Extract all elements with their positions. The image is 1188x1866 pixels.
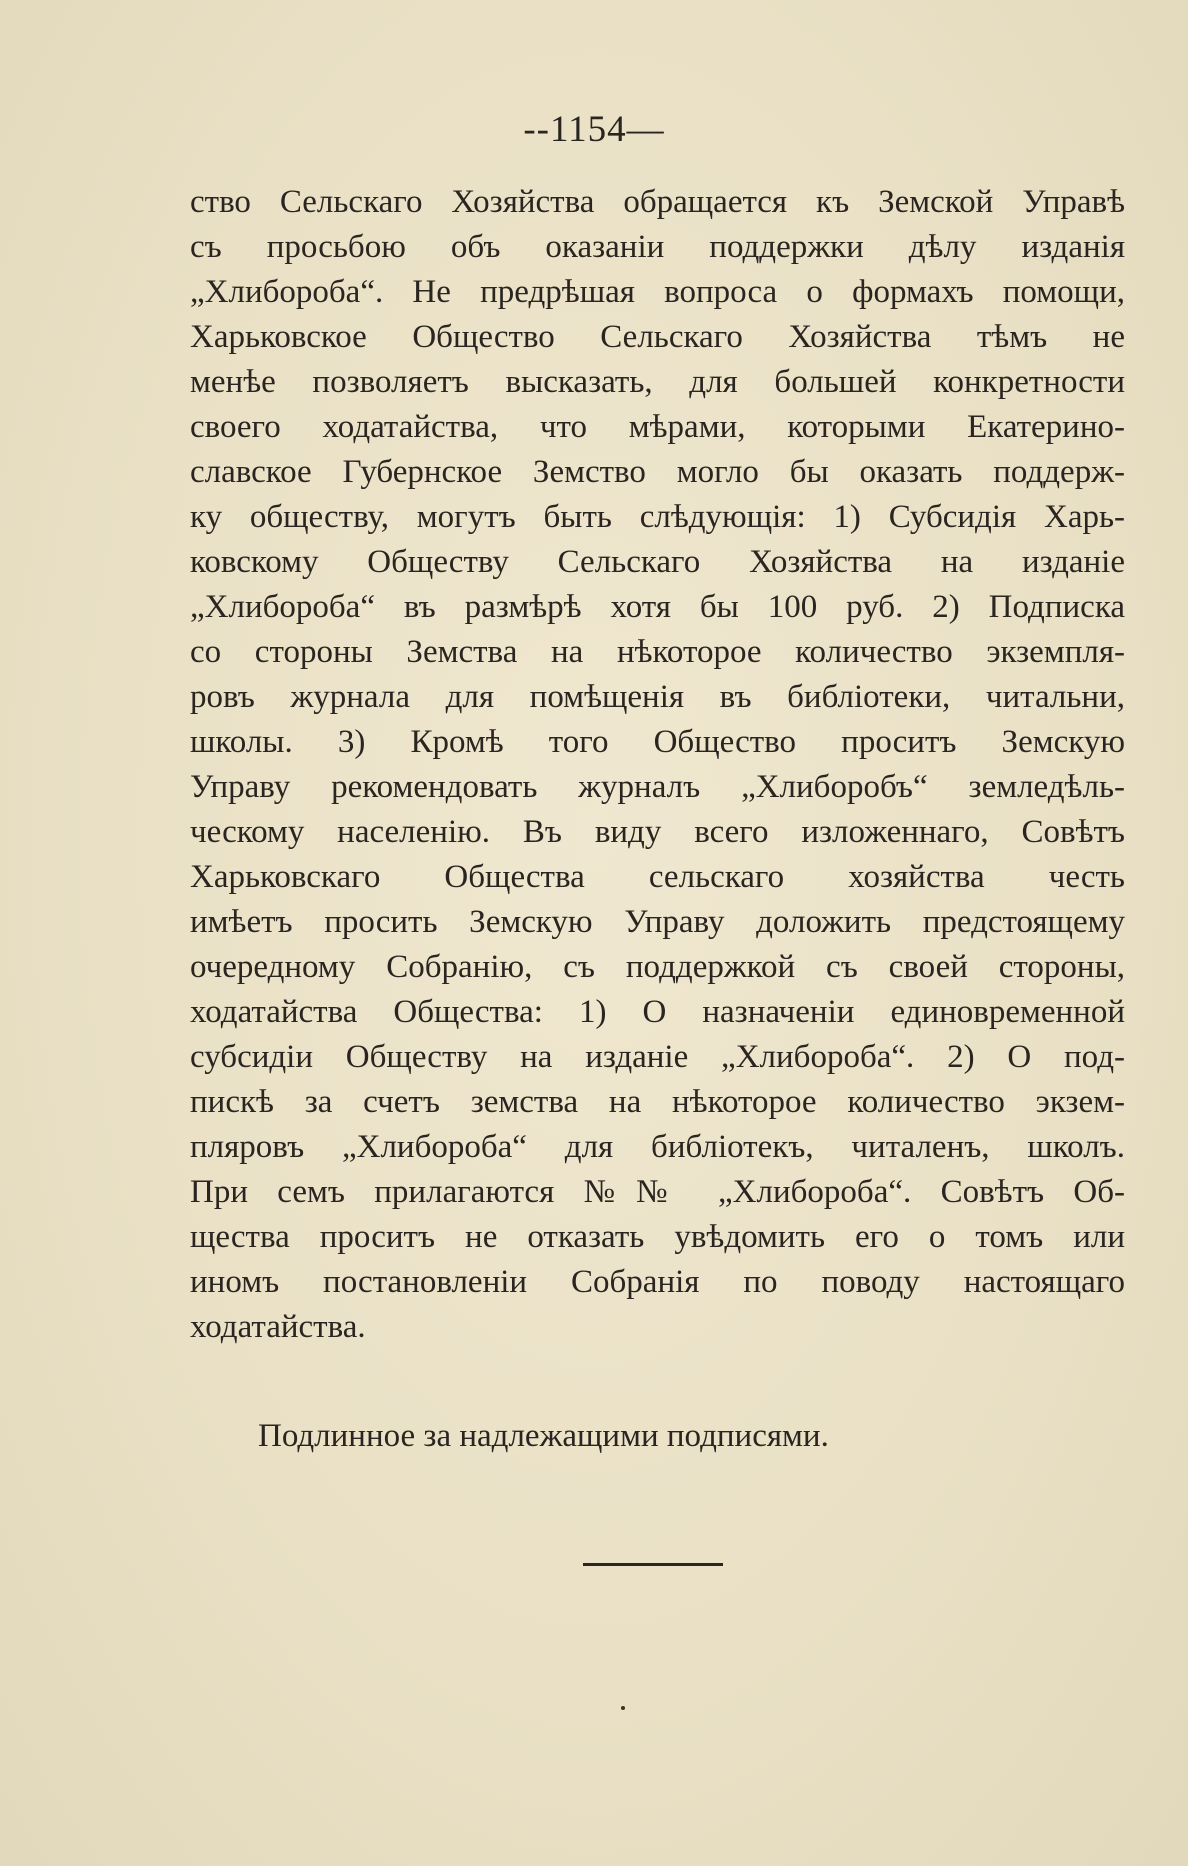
text-line: съ просьбою объ оказаніи поддержки дѣлу изданія bbox=[190, 229, 1125, 265]
text-line: „Хлибороба“. Не предрѣшая вопроса о формахъ помощи, bbox=[190, 274, 1125, 310]
ink-dot bbox=[621, 1706, 625, 1710]
text-line: Харьковскаго Общества сельскаго хозяйства честь bbox=[190, 859, 1125, 895]
text-line: субсидіи Обществу на изданіе „Хлибороба“. 2) О под- bbox=[190, 1039, 1125, 1075]
text-line: менѣе позволяетъ высказать, для большей конкретности bbox=[190, 364, 1125, 400]
text-line: Харьковское Общество Сельскаго Хозяйства тѣмъ не bbox=[190, 319, 1125, 355]
divider-rule bbox=[583, 1563, 723, 1566]
text-line: славское Губернское Земство могло бы оказать поддерж- bbox=[190, 454, 1125, 490]
text-line: ческому населенію. Въ виду всего изложеннаго, Совѣтъ bbox=[190, 814, 1125, 850]
text-line: имѣетъ просить Земскую Управу доложить предстоящему bbox=[190, 904, 1125, 940]
text-line: „Хлибороба“ въ размѣрѣ хотя бы 100 руб. 2) Подписка bbox=[190, 589, 1125, 625]
body-paragraph bbox=[190, 180, 1125, 1350]
text-line: пискѣ за счетъ земства на нѣкоторое количество экзем- bbox=[190, 1084, 1125, 1120]
text-line: ходатайства Общества: 1) О назначеніи единовременной bbox=[190, 994, 1125, 1030]
text-line: При семъ прилагаются №№ „Хлибороба“. Совѣтъ Об- bbox=[190, 1174, 1125, 1210]
text-line: щества проситъ не отказать увѣдомить его о томъ или bbox=[190, 1219, 1125, 1255]
text-line: школы. 3) Кромѣ того Общество проситъ Земскую bbox=[190, 724, 1125, 760]
text-line: Управу рекомендовать журналъ „Хлиборобъ“ земледѣль- bbox=[190, 769, 1125, 805]
text-line: ку обществу, могутъ быть слѣдующія: 1) Субсидія Харь- bbox=[190, 499, 1125, 535]
page-number: --1154— bbox=[523, 109, 665, 150]
text-line: ровъ журнала для помѣщенія въ библіотеки, читальни, bbox=[190, 679, 1125, 715]
text-line: пляровъ „Хлибороба“ для библіотекъ, читаленъ, школъ. bbox=[190, 1129, 1125, 1165]
text-line: ковскому Обществу Сельскаго Хозяйства на изданіе bbox=[190, 544, 1125, 580]
text-line: ство Сельскаго Хозяйства обращается къ Земской Управѣ bbox=[190, 184, 1125, 220]
text-line: со стороны Земства на нѣкоторое количество экземпля- bbox=[190, 634, 1125, 670]
text-line: своего ходатайства, что мѣрами, которыми Екатерино- bbox=[190, 409, 1125, 445]
text-line: ходатайства. bbox=[190, 1309, 366, 1345]
text-line: иномъ постановленіи Собранія по поводу настоящаго bbox=[190, 1264, 1125, 1300]
signature-note: Подлинное за надлежащими подписями. bbox=[258, 1418, 829, 1454]
text-line: очередному Собранію, съ поддержкой съ своей стороны, bbox=[190, 949, 1125, 985]
